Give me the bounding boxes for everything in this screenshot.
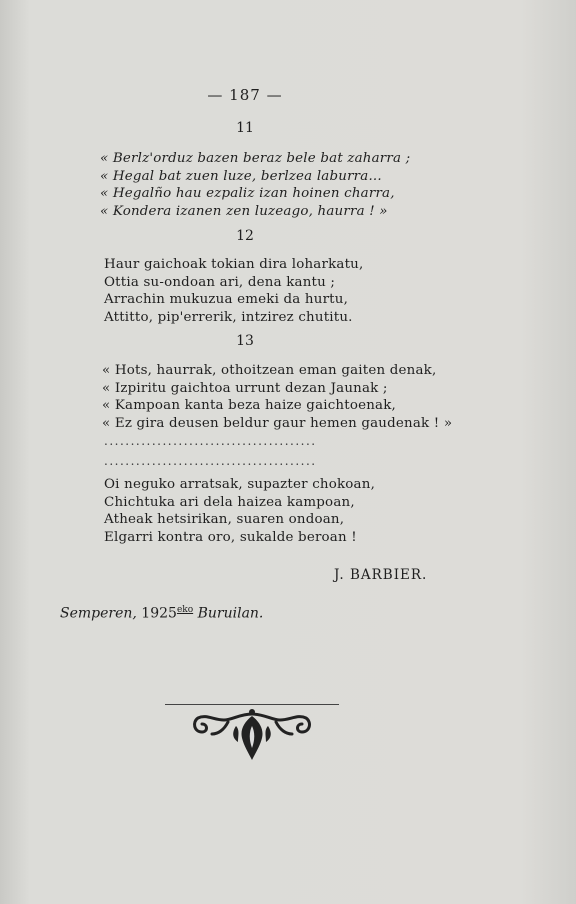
stanza-number-11: 11 — [236, 120, 254, 136]
stanza-number-13: 13 — [236, 333, 254, 349]
place-year: 1925 — [141, 605, 177, 622]
stanza-12 — [104, 256, 363, 326]
place-date — [60, 605, 263, 622]
ellipsis-line: ........................................ — [104, 454, 317, 468]
verse-line: « Hegal bat zuen luze, berlzea laburra... — [100, 168, 382, 184]
ellipsis-line: ........................................ — [104, 434, 317, 448]
stanza-number-12: 12 — [236, 228, 254, 244]
page-number: — 187 — — [207, 86, 283, 104]
verse-line: Arrachin mukuzua emeki da hurtu, — [104, 292, 349, 307]
verse-line: « Ez gira deusen beldur gaur hemen gaudenak ! » — [102, 415, 453, 431]
verse-line: « Berlz'orduz bazen beraz bele bat zaharra ; — [100, 151, 411, 166]
verse-line: « Kampoan kanta beza haize gaichtoenak, — [102, 398, 396, 413]
stanza-13 — [102, 362, 452, 432]
verse-line: Chichtuka ari dela haizea kampoan, — [104, 494, 355, 510]
year-suffix: eko — [176, 605, 194, 615]
verse-line: « Kondera izanen zen luzeago, haurra ! » — [100, 203, 388, 219]
author-signature: J. BARBIER. — [334, 567, 428, 583]
verse-line: Haur gaichoak tokian dira loharkatu, — [104, 257, 364, 272]
verse-line: Elgarri kontra oro, sukalde beroan ! — [104, 529, 357, 545]
place-month: Buruilan. — [197, 605, 264, 622]
stanza-11 — [100, 150, 410, 220]
fleuron-ornament-icon — [188, 700, 316, 764]
verse-line: Atheak hetsirikan, suaren ondoan, — [104, 512, 345, 527]
verse-line: Attitto, pip'errerik, intzirez chutitu. — [104, 309, 353, 325]
verse-line: « Hots, haurrak, othoitzean eman gaiten denak, — [102, 363, 437, 378]
verse-line: « Izpiritu gaichtoa urrunt dezan Jaunak ; — [102, 380, 388, 396]
verse-line: Oi neguko arratsak, supazter chokoan, — [104, 477, 376, 492]
verse-line: « Hegalño hau ezpaliz izan hoinen charra, — [100, 186, 395, 201]
stanza-final — [104, 476, 375, 546]
place-town: Semperen, — [60, 605, 137, 622]
verse-line: Ottia su-ondoan ari, dena kantu ; — [104, 274, 336, 290]
